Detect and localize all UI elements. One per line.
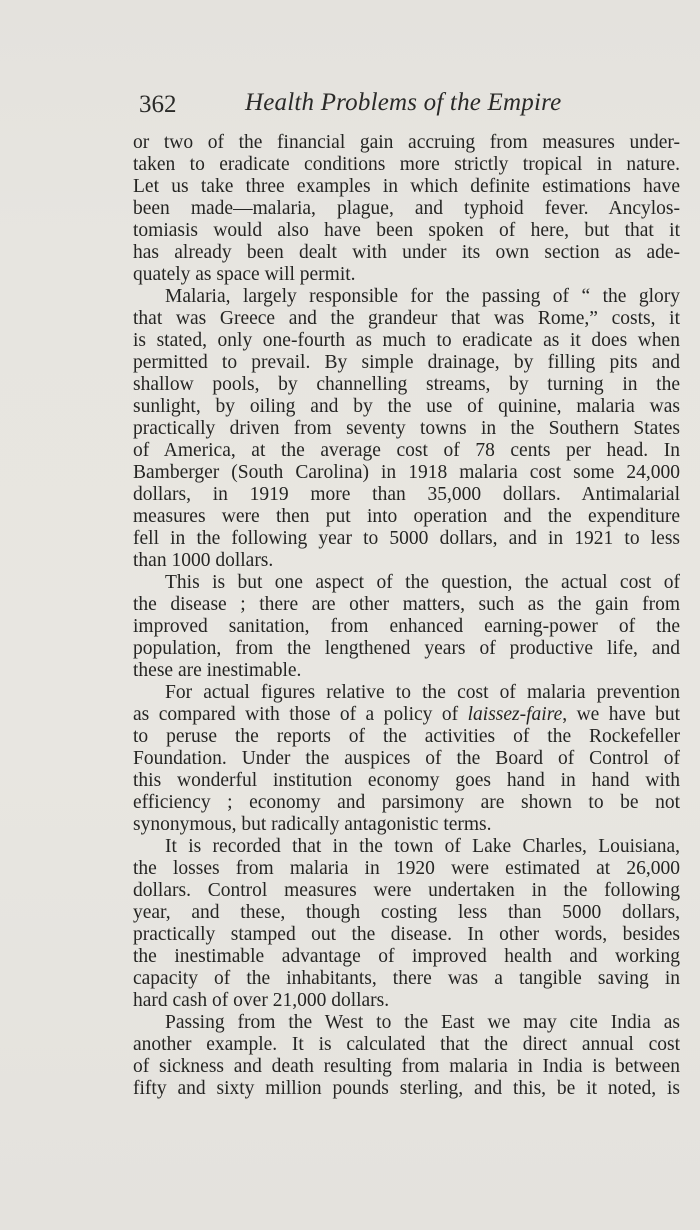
text-line: Bamberger (South Carolina) in 1918 malaria cost some 24,000 (133, 462, 680, 483)
text-line: of sickness and death resulting from malaria in India is between (133, 1056, 680, 1077)
text-line: synonymous, but radically antagonistic terms. (133, 814, 492, 835)
text-line: population, from the lengthened years of productive life, and (133, 638, 680, 659)
text-line: improved sanitation, from enhanced earning-power of the (133, 616, 680, 637)
text-line: permitted to prevail. By simple drainage, by filling pits and (133, 352, 680, 373)
text-line: practically stamped out the disease. In other words, besides (133, 924, 680, 945)
text-line: of America, at the average cost of 78 cents per head. In (133, 440, 680, 461)
paragraph-start-line: Passing from the West to the East we may cite India as (165, 1012, 680, 1033)
italic-phrase: laissez-faire (467, 704, 563, 725)
text-line: tomiasis would also have been spoken of here, but that it (133, 220, 680, 241)
text-line: Foundation. Under the auspices of the Board of Control of (133, 748, 680, 769)
text-line: practically driven from seventy towns in the Southern States (133, 418, 680, 439)
paragraph-start-line: Malaria, largely responsible for the passing of “ the glory (165, 286, 680, 307)
text-line: quately as space will permit. (133, 264, 356, 285)
text-line: Let us take three examples in which definite estimations have (133, 176, 680, 197)
text-segment: as compared with those of a policy of (133, 704, 468, 725)
text-line: year, and these, though costing less than 5000 dollars, (133, 902, 680, 923)
scan-artifact (624, 0, 694, 10)
text-line: another example. It is calculated that the direct annual cost (133, 1034, 680, 1055)
text-segment: , we have but (562, 704, 680, 725)
text-line: this wonderful institution economy goes hand in hand with (133, 770, 680, 791)
text-line: fell in the following year to 5000 dollars, and in 1921 to less (133, 528, 680, 549)
text-line: these are inestimable. (133, 660, 302, 681)
page-header (139, 88, 684, 124)
text-line: capacity of the inhabitants, there was a tangible saving in (133, 968, 680, 989)
text-line: is stated, only one-fourth as much to eradicate as it does when (133, 330, 680, 351)
text-line: measures were then put into operation and the expenditure (133, 506, 680, 527)
text-line: than 1000 dollars. (133, 550, 274, 571)
text-line: dollars, in 1919 more than 35,000 dollars. Antimalarial (133, 484, 680, 505)
text-line: fifty and sixty million pounds sterling, and this, be it noted, is (133, 1078, 680, 1099)
text-line: the inestimable advantage of improved health and working (133, 946, 680, 967)
text-line: taken to eradicate conditions more strictly tropical in nature. (133, 154, 680, 175)
paragraph-start-line: It is recorded that in the town of Lake Charles, Louisiana, (165, 836, 680, 857)
text-line: that was Greece and the grandeur that was Rome,” costs, it (133, 308, 680, 329)
text-line: been made—malaria, plague, and typhoid fever. Ancylos- (133, 198, 680, 219)
paragraph-start-line: For actual figures relative to the cost of malaria prevention (165, 682, 680, 703)
text-line: the disease ; there are other matters, such as the gain from (133, 594, 680, 615)
text-line: has already been dealt with under its own section as ade- (133, 242, 680, 263)
text-line: hard cash of over 21,000 dollars. (133, 990, 390, 1011)
text-line-mixed (133, 704, 680, 726)
text-line: shallow pools, by channelling streams, by turning in the (133, 374, 680, 395)
text-line: efficiency ; economy and parsimony are shown to be not (133, 792, 680, 813)
text-line: to peruse the reports of the activities of the Rockefeller (133, 726, 680, 747)
text-line: sunlight, by oiling and by the use of quinine, malaria was (133, 396, 680, 417)
text-line: the losses from malaria in 1920 were estimated at 26,000 (133, 858, 680, 879)
text-line: dollars. Control measures were undertaken in the following (133, 880, 680, 901)
text-line: or two of the financial gain accruing from measures under- (133, 132, 680, 153)
body-text (133, 132, 680, 1100)
paragraph-start-line: This is but one aspect of the question, the actual cost of (165, 572, 680, 593)
page-number: 362 (139, 91, 177, 118)
running-title: Health Problems of the Empire (245, 89, 562, 116)
